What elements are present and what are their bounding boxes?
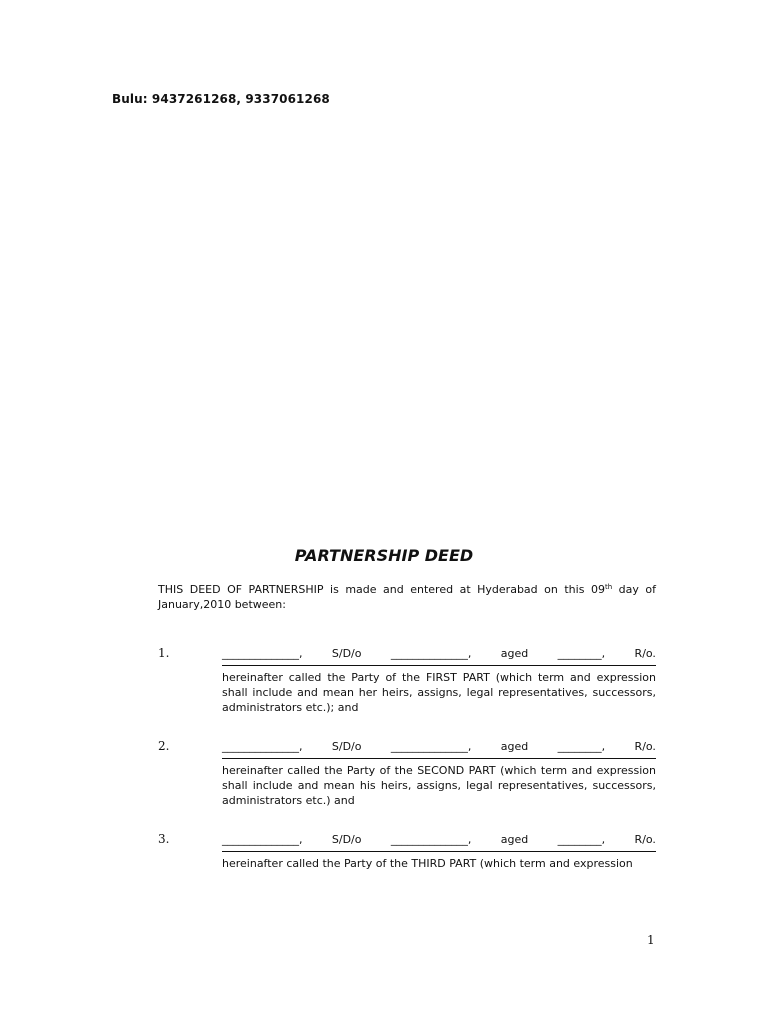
blank-age: ________, xyxy=(557,740,606,753)
address-rule xyxy=(222,758,656,759)
party-description: hereinafter called the Party of the THIRD PART (which term and expression xyxy=(222,857,633,870)
party-number: 1. xyxy=(158,646,170,660)
blank-age: ________, xyxy=(557,833,606,846)
party-description: hereinafter called the Party of the SECOND PART (which term and expression shall include and mean his heirs, assigns, legal representatives, successors, administrators etc.) and xyxy=(222,764,656,807)
intro-text-after: day of January,2010 between: xyxy=(158,583,656,611)
blank-age: ________, xyxy=(557,647,606,660)
document-title: PARTNERSHIP DEED xyxy=(294,546,474,565)
blank-name: ______________, xyxy=(222,740,303,753)
address-rule xyxy=(222,851,656,852)
page-number: 1 xyxy=(647,933,655,947)
contact-line: Bulu: 9437261268, 9337061268 xyxy=(112,92,330,106)
blank-parent: ______________, xyxy=(390,647,472,660)
blank-parent: ______________, xyxy=(390,833,472,846)
blank-name: ______________, xyxy=(222,647,303,660)
blank-name: ______________, xyxy=(222,833,303,846)
party-number: 2. xyxy=(158,739,170,753)
relation-label: S/D/o xyxy=(331,833,362,846)
intro-superscript: th xyxy=(604,583,613,591)
relation-label: S/D/o xyxy=(331,740,362,753)
aged-label: aged xyxy=(500,833,529,846)
aged-label: aged xyxy=(500,740,529,753)
blank-parent: ______________, xyxy=(390,740,472,753)
party-number: 3. xyxy=(158,832,170,846)
intro-text-before: THIS DEED OF PARTNERSHIP is made and entered at Hyderabad on this 09 xyxy=(158,583,605,596)
party-details-line xyxy=(222,646,656,661)
address-rule xyxy=(222,665,656,666)
relation-label: S/D/o xyxy=(331,647,362,660)
residence-label: R/o. xyxy=(634,833,656,846)
party-details-line xyxy=(222,832,656,847)
residence-label: R/o. xyxy=(634,740,656,753)
intro-paragraph xyxy=(158,582,656,612)
residence-label: R/o. xyxy=(634,647,656,660)
party-description: hereinafter called the Party of the FIRST PART (which term and expression shall include and mean her heirs, assigns, legal representatives, successors, administrators etc.); and xyxy=(222,671,656,714)
party-details-line xyxy=(222,739,656,754)
aged-label: aged xyxy=(500,647,529,660)
